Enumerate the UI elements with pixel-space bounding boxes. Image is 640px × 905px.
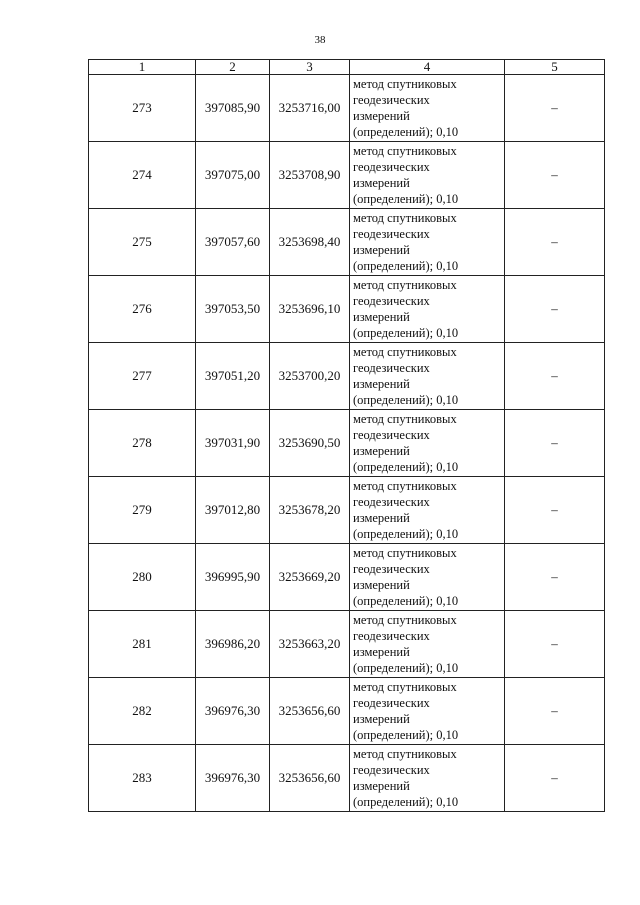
method-cell xyxy=(350,611,505,678)
method-line: метод спутниковых xyxy=(353,546,457,560)
y-coordinate-cell: 3253656,60 xyxy=(270,678,350,745)
y-coordinate-cell: 3253663,20 xyxy=(270,611,350,678)
note-cell: – xyxy=(505,209,605,276)
note-cell: – xyxy=(505,611,605,678)
method-line: измерений xyxy=(353,243,410,257)
method-line: геодезических xyxy=(353,227,430,241)
table-row xyxy=(89,209,605,276)
method-line: измерений xyxy=(353,176,410,190)
table-header-row xyxy=(89,60,605,75)
method-line: метод спутниковых xyxy=(353,613,457,627)
method-line: метод спутниковых xyxy=(353,747,457,761)
y-coordinate-cell: 3253678,20 xyxy=(270,477,350,544)
method-line: (определений); 0,10 xyxy=(353,728,459,742)
method-line: геодезических xyxy=(353,495,430,509)
note-cell: – xyxy=(505,678,605,745)
y-coordinate-cell: 3253690,50 xyxy=(270,410,350,477)
method-line: метод спутниковых xyxy=(353,345,457,359)
table-row xyxy=(89,343,605,410)
point-number-cell: 283 xyxy=(89,745,196,812)
method-line: (определений); 0,10 xyxy=(353,192,459,206)
method-cell xyxy=(350,544,505,611)
method-line: метод спутниковых xyxy=(353,144,457,158)
method-line: геодезических xyxy=(353,361,430,375)
method-line: измерений xyxy=(353,779,410,793)
method-line: измерений xyxy=(353,109,410,123)
table-row xyxy=(89,142,605,209)
method-cell xyxy=(350,343,505,410)
table-row xyxy=(89,276,605,343)
method-cell xyxy=(350,75,505,142)
point-number-cell: 280 xyxy=(89,544,196,611)
header-cell-3: 3 xyxy=(270,60,350,75)
method-line: (определений); 0,10 xyxy=(353,393,459,407)
y-coordinate-cell: 3253656,60 xyxy=(270,745,350,812)
method-cell xyxy=(350,410,505,477)
method-line: (определений); 0,10 xyxy=(353,326,459,340)
point-number-cell: 276 xyxy=(89,276,196,343)
table-row xyxy=(89,410,605,477)
note-cell: – xyxy=(505,75,605,142)
table-row xyxy=(89,477,605,544)
method-line: геодезических xyxy=(353,763,430,777)
x-coordinate-cell: 397075,00 xyxy=(196,142,270,209)
method-cell xyxy=(350,142,505,209)
method-line: геодезических xyxy=(353,160,430,174)
note-cell: – xyxy=(505,410,605,477)
y-coordinate-cell: 3253698,40 xyxy=(270,209,350,276)
method-line: (определений); 0,10 xyxy=(353,460,459,474)
method-line: геодезических xyxy=(353,696,430,710)
y-coordinate-cell: 3253700,20 xyxy=(270,343,350,410)
method-line: геодезических xyxy=(353,93,430,107)
x-coordinate-cell: 396976,30 xyxy=(196,678,270,745)
x-coordinate-cell: 397012,80 xyxy=(196,477,270,544)
point-number-cell: 278 xyxy=(89,410,196,477)
note-cell: – xyxy=(505,477,605,544)
method-line: метод спутниковых xyxy=(353,278,457,292)
method-line: (определений); 0,10 xyxy=(353,259,459,273)
method-line: (определений); 0,10 xyxy=(353,527,459,541)
method-line: измерений xyxy=(353,310,410,324)
point-number-cell: 279 xyxy=(89,477,196,544)
y-coordinate-cell: 3253669,20 xyxy=(270,544,350,611)
table-row xyxy=(89,544,605,611)
point-number-cell: 275 xyxy=(89,209,196,276)
method-cell xyxy=(350,276,505,343)
point-number-cell: 282 xyxy=(89,678,196,745)
header-cell-4: 4 xyxy=(350,60,505,75)
method-cell xyxy=(350,678,505,745)
table-row xyxy=(89,75,605,142)
x-coordinate-cell: 397085,90 xyxy=(196,75,270,142)
y-coordinate-cell: 3253708,90 xyxy=(270,142,350,209)
point-number-cell: 274 xyxy=(89,142,196,209)
method-cell xyxy=(350,745,505,812)
method-line: геодезических xyxy=(353,294,430,308)
method-line: геодезических xyxy=(353,428,430,442)
method-line: измерений xyxy=(353,645,410,659)
method-line: метод спутниковых xyxy=(353,77,457,91)
table-row xyxy=(89,678,605,745)
note-cell: – xyxy=(505,544,605,611)
table-body xyxy=(89,60,605,812)
note-cell: – xyxy=(505,343,605,410)
x-coordinate-cell: 396995,90 xyxy=(196,544,270,611)
method-line: измерений xyxy=(353,712,410,726)
point-number-cell: 281 xyxy=(89,611,196,678)
x-coordinate-cell: 397051,20 xyxy=(196,343,270,410)
method-line: (определений); 0,10 xyxy=(353,795,459,809)
coordinates-table xyxy=(88,59,605,812)
method-cell xyxy=(350,209,505,276)
header-cell-2: 2 xyxy=(196,60,270,75)
method-line: метод спутниковых xyxy=(353,680,457,694)
table-row xyxy=(89,611,605,678)
method-line: метод спутниковых xyxy=(353,211,457,225)
page-number: 38 xyxy=(314,34,326,46)
y-coordinate-cell: 3253696,10 xyxy=(270,276,350,343)
method-line: измерений xyxy=(353,578,410,592)
x-coordinate-cell: 396976,30 xyxy=(196,745,270,812)
x-coordinate-cell: 397031,90 xyxy=(196,410,270,477)
method-line: геодезических xyxy=(353,629,430,643)
method-line: (определений); 0,10 xyxy=(353,661,459,675)
method-line: геодезических xyxy=(353,562,430,576)
method-cell xyxy=(350,477,505,544)
method-line: метод спутниковых xyxy=(353,412,457,426)
method-line: измерений xyxy=(353,444,410,458)
method-line: метод спутниковых xyxy=(353,479,457,493)
x-coordinate-cell: 397057,60 xyxy=(196,209,270,276)
note-cell: – xyxy=(505,745,605,812)
method-line: измерений xyxy=(353,377,410,391)
x-coordinate-cell: 397053,50 xyxy=(196,276,270,343)
point-number-cell: 277 xyxy=(89,343,196,410)
table-row xyxy=(89,745,605,812)
method-line: (определений); 0,10 xyxy=(353,594,459,608)
note-cell: – xyxy=(505,142,605,209)
method-line: (определений); 0,10 xyxy=(353,125,459,139)
note-cell: – xyxy=(505,276,605,343)
y-coordinate-cell: 3253716,00 xyxy=(270,75,350,142)
header-cell-1: 1 xyxy=(89,60,196,75)
header-cell-5: 5 xyxy=(505,60,605,75)
method-line: измерений xyxy=(353,511,410,525)
point-number-cell: 273 xyxy=(89,75,196,142)
x-coordinate-cell: 396986,20 xyxy=(196,611,270,678)
